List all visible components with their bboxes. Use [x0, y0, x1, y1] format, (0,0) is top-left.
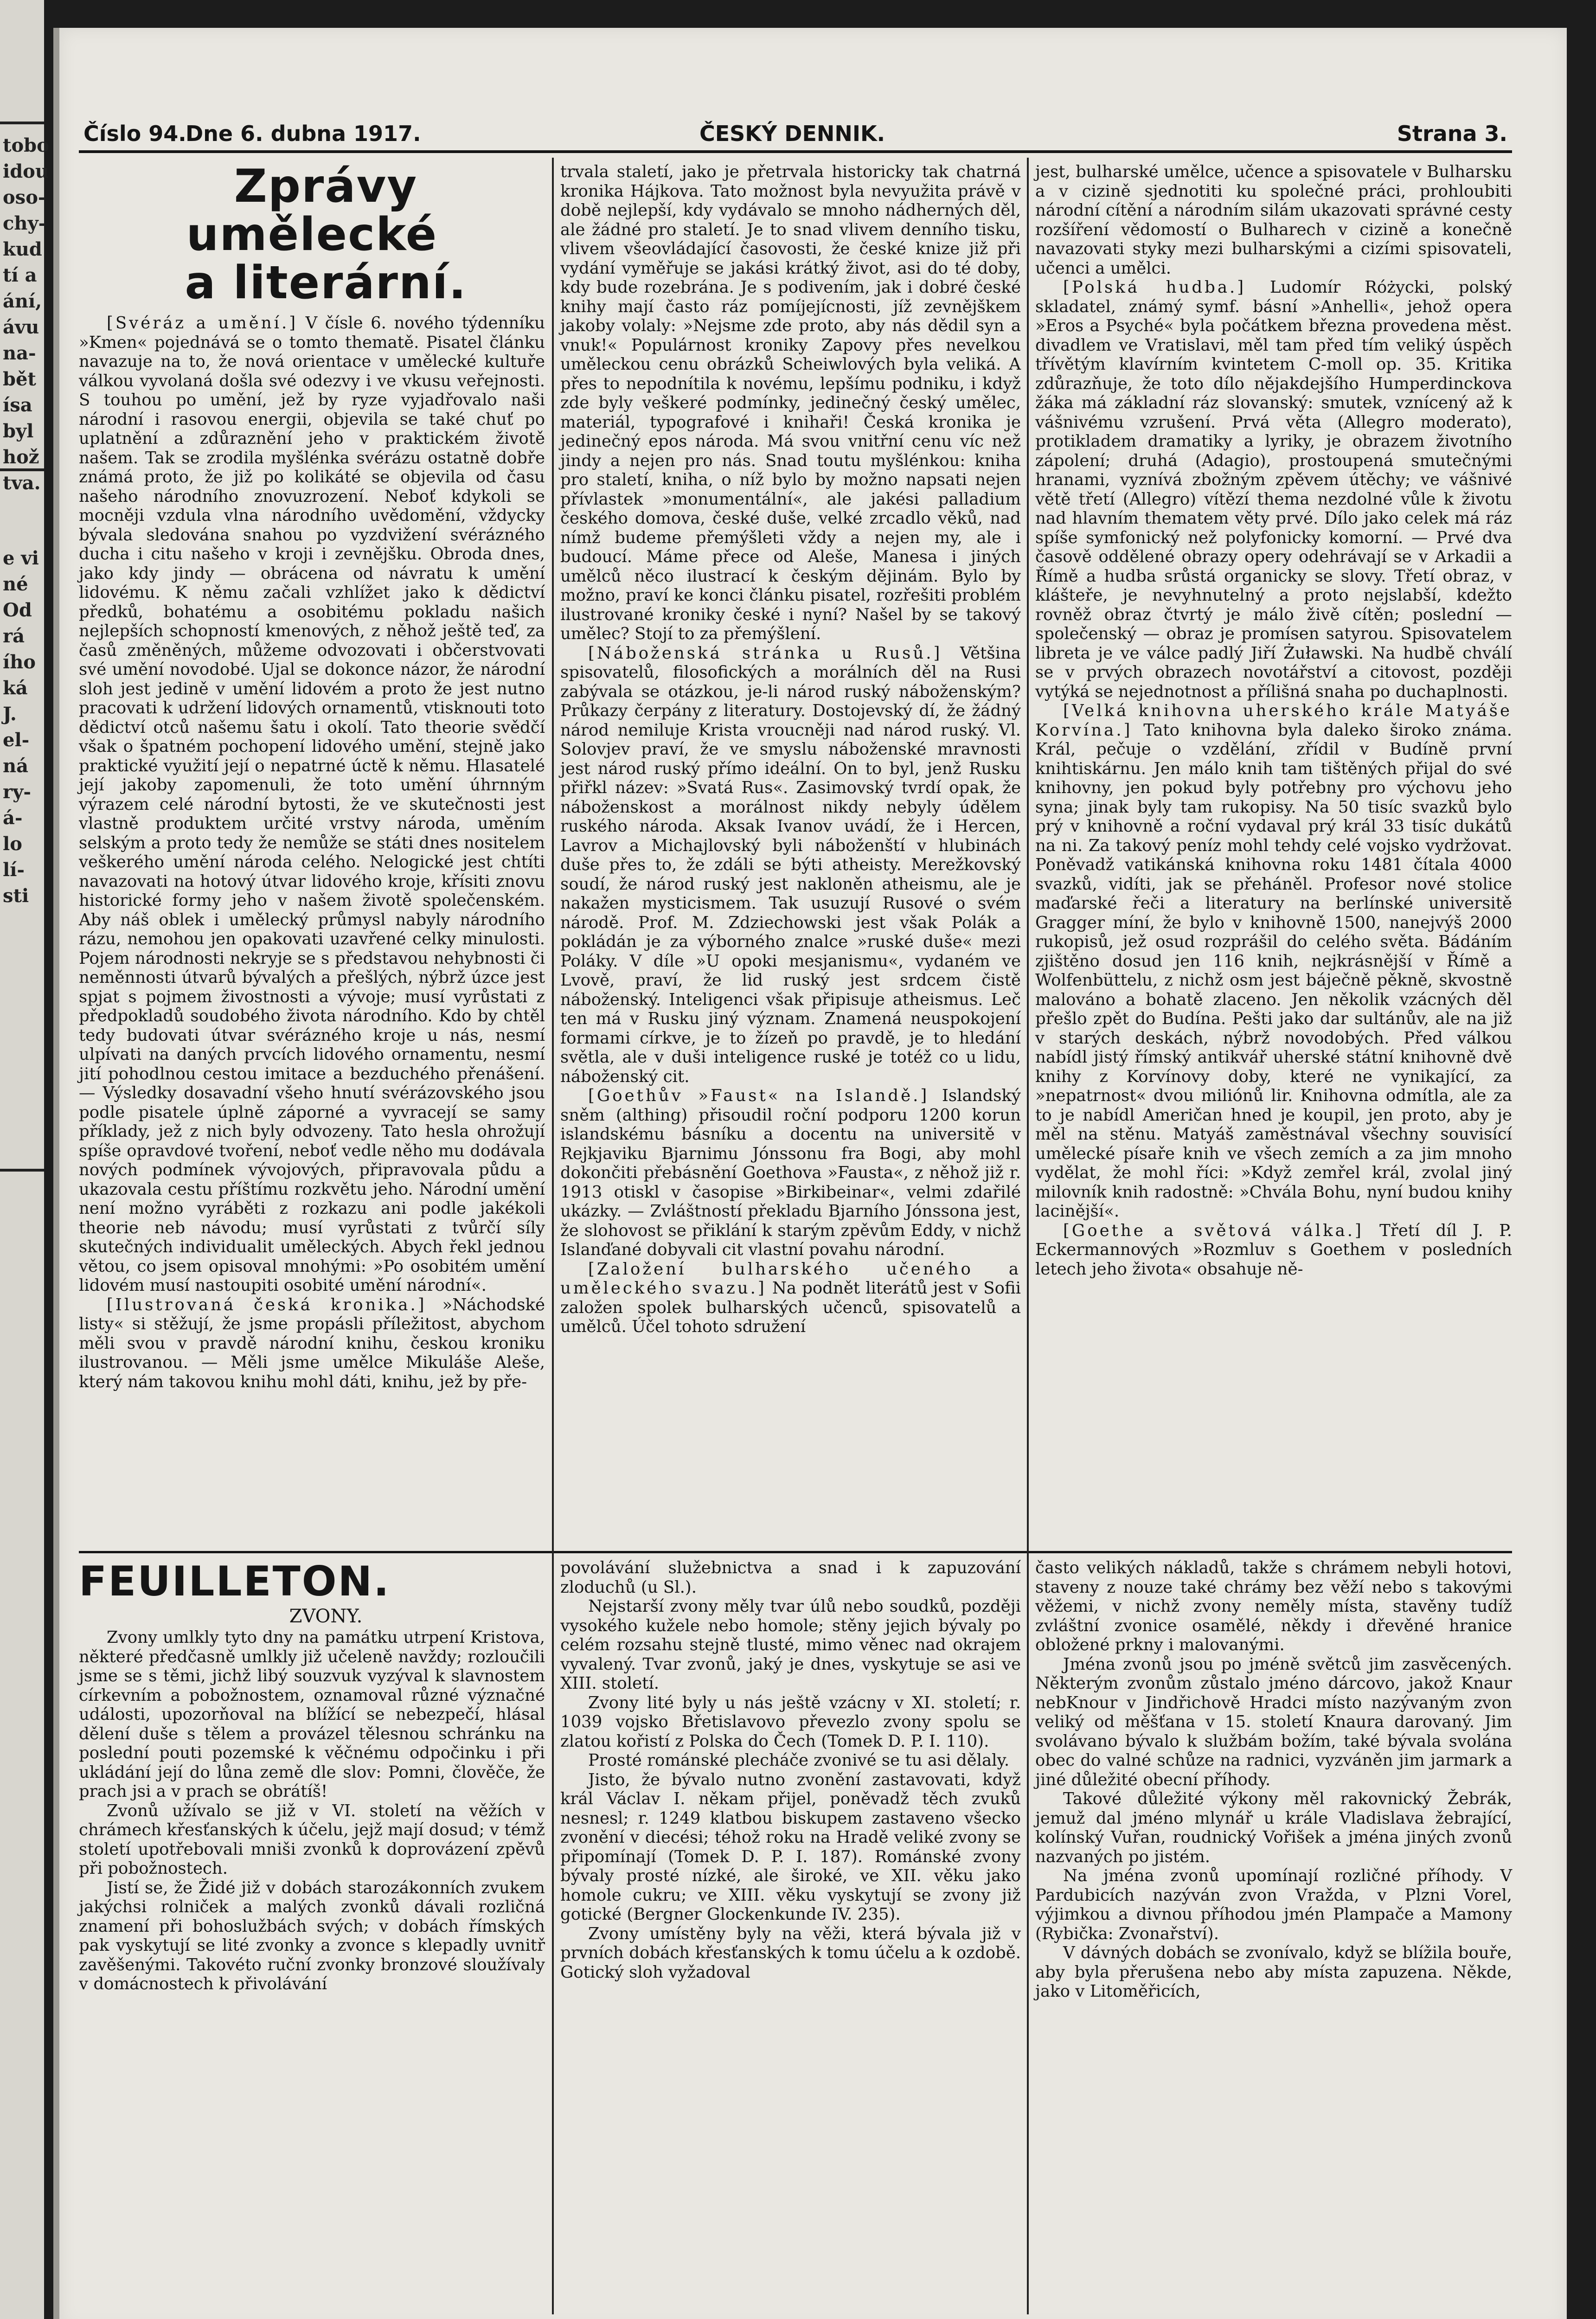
adjacent-page-fragment: ávu	[3, 316, 39, 338]
adjacent-page-rule	[0, 122, 44, 124]
adjacent-page-fragment: kud	[3, 238, 42, 260]
article-faust	[560, 1086, 1021, 1260]
paper-title: ČESKÝ DENNIK.	[699, 121, 885, 146]
header-rule	[79, 150, 1512, 153]
feuilleton-paragraph: Jisto, že bývalo nutno zvonění zastavovati, když král Václav I. někam přijel, poněvadž těch zvuků nesnesl; r. 1249 klatbou biskupem zastaveno všecko zvonění v diecési; téhož roku na Hradě veliké zvony se připomínají (Tomek D. P. I. 187). Románské zvony bývaly prosté nízké, ale široké, ve XII. věku jako homole cukru; ve XIII. věku vyskytují se zvony již gotické (Bergner Glockenkunde IV. 235).	[560, 1770, 1021, 1924]
article-bulhari-cont: jest, bulharské umělce, učence a spisovatele v Bulharsku a v cizině sjednotiti ku společné práci, prohloubiti národní cítění a národním silám ukazovati správné cesty rozšíření vědomostí o Bulharech v cizině a konečně navazovati styky mezi bulharskými a cizími spisovateli, učenci a umělci.	[1035, 162, 1512, 278]
adjacent-page-rule	[0, 468, 44, 471]
article-body: »Náchodské listy« si stěžují, že jsme propásli příležitost, abychom měli svou v pravdě národní knihu, českou kroniku ilustrovanou. — Měli jsme umělce Mikuláše Aleše, který nám takovou knihu mohl dáti, knihu, jež by pře-	[79, 1295, 545, 1391]
article-svéráz	[79, 314, 545, 1295]
article-goethe	[1035, 1221, 1512, 1279]
section-headline-1: Zprávy umělecké	[186, 160, 438, 261]
adjacent-page-fragment: hož	[3, 446, 39, 468]
feuilleton-paragraph: Nejstarší zvony měly tvar úlů nebo soudků, později vysokého kužele nebo homole; stěny jejich bývaly po celém rozsahu stejně tlusté, mimo věnec nad okrajem vyvalený. Tvar zvonů, jaký je dnes, vyskytuje se asi ve XIII. století.	[560, 1597, 1021, 1693]
feuilleton-column-2	[560, 1558, 1021, 2310]
article-rusove	[560, 644, 1021, 1087]
adjacent-page-fragment: bět	[3, 368, 36, 390]
adjacent-page-fragment: ry-	[3, 781, 31, 803]
article-korvin	[1035, 701, 1512, 1221]
section-headline-2: a literární.	[185, 256, 467, 309]
adjacent-page-fragment: chy-	[3, 212, 46, 234]
newspaper-page	[59, 28, 1567, 2319]
article-body: Třetí díl J. P. Eckermannových »Rozmluv s Goethem v posledních letech jeho života« obsahuje ně-	[1035, 1221, 1512, 1279]
article-body: Tato knihovna byla daleko široko známa. Král, pečuje o vzdělání, zřídil v Budíně první knihtiskárnu. Jen málo knih tam tištěných přijal do své knihovny, jen pokud byly potřebny pro výchovu jeho syna; jinak byly tam rukopisy. Na 50 tisíc svazků bylo prý v knihovně a roční vydaval prý král 33 tisíc dukátů na ni. Za takový peníz mohl tehdy celé vojsko vydržovat. Poněvadž vatikánská knihovna roku 1481 čítala 4000 svazků, vidíti, jak se přeháněl. Profesor nové stolice maďarské řeči a literatury na berlínské universitě Gragger míní, že bylo v knihovně 1500, nanejvýš 2000 rukopisů, jež osud rozprášil do celého světa. Bádáním zjištěno dosud jen 116 knih, nejkrásnější v Římě a Wolfenbüttelu, z nichž osm jest báječně pěkně, skvostně malováno a bohatě zlaceno. Jen několik vzácných děl přešlo zpět do Budína. Pešti jako dar sultánův, ale na již v starých deskách, nýbrž novodobých. Před válkou nabídl jistý římský antikvář uherské státní knihovně dvě knihy z Korvínovy doby, které ne vynikající, za »nepatrnost« dvou miliónů lir. Knihovna odmítla, ale za to je nabídl Američan hned je koupil, jen proto, aby je měl na stěnu. Matyáš zaměstnával všechny souvisící umělecké písaře knih ve všech zemích a za jim mnoho vydělat, že mohl říci: »Když zemřel král, zvolal jiný milovník knih radostně: »Chvála Bohu, nyní budou knihy lacinější«.	[1035, 720, 1512, 1221]
adjacent-page-fragment: lo	[3, 833, 22, 855]
adjacent-page-fragment: oso-	[3, 186, 46, 208]
adjacent-page-fragment: sti	[3, 885, 29, 907]
feuilleton-column-1	[79, 1558, 545, 2310]
adjacent-page-strip	[0, 0, 49, 2319]
article-heading: [Goethe a světová válka.]	[1063, 1221, 1364, 1240]
feuilleton-paragraph: Na jména zvonů upomínají rozličné příhody. V Pardubicích nazýván zvon Vražda, v Plzni Vorel, výjimkou a divnou příhodou jmén Plampače a Mamony (Rybička: Zvonařství).	[1035, 1866, 1512, 1943]
adjacent-page-fragment: lí-	[3, 859, 25, 881]
page-header	[79, 121, 1512, 147]
article-kronika-cont: trvala staletí, jako je přetrvala historicky tak chatrná kronika Hájkova. Tato možnost byla nevyužita právě v době nejlepší, kdy vydávalo se mnoho nádherných děl, ale žádné pro staletí. Je to snad vlivem denního tisku, vlivem všeovládající časovosti, že české knize již při vydání vyměřuje se jakási krátký život, asi do té doby, kdy bude rozebrána. Je s podivením, jak i dobré české knihy mají často ráz pomíjejícnosti, jíž zevnějškem jakoby volaly: »Nejsme zde proto, aby nás dědil syn a vnuk!« Populárnost kroniky Zapovy přes nevelkou uměleckou cenu obrázků Scheiwlových byla veliká. A přes to nepodnítila k novému, lepšímu podniku, i když zde byly veškeré podmínky, jedinečný český umělec, materiál, typografové i knihaři! Česká kronika je jedinečný epos národa. Má svou vnitřní cenu víc než jindy a nejen pro nás. Snad toutu myšlénkou: kniha pro staletí, kniha, o níž bylo by možno napsati nejen přívlastek »monumentální«, ale jakési palladium českého domova, české duše, velké zrcadlo věků, nad nímž budeme přemýšleti vždy a nejen my, ale i budoucí. Máme přece od Aleše, Manesa i jiných umělců něco ilustrací k českým dějinám. Bylo by možno, praví ke konci článku pisatel, rozřešiti problém ilustrované kroniky české i nyní? Našel by se takový umělec? Stojí to za přemýšlení.	[560, 162, 1021, 643]
feuilleton-paragraph: Prosté románské plecháče zvonivé se tu asi dělaly.	[588, 1751, 1010, 1770]
adjacent-page-fragment: ná	[3, 755, 28, 777]
page-number: Strana 3.	[1397, 121, 1507, 146]
column-2-news	[560, 162, 1021, 1547]
feuilleton-paragraph: V dávných dobách se zvonívalo, když se blížila bouře, aby byla přerušena nebo aby místa zapuzena. Někde, jako v Litoměřicích,	[1035, 1943, 1512, 2001]
adjacent-page-fragment: ísa	[3, 394, 32, 416]
article-heading: [Svéráz a umění.]	[107, 314, 298, 333]
adjacent-page-fragment: na-	[3, 342, 36, 364]
article-kronika	[79, 1295, 545, 1392]
article-body: Na podnět literátů jest v Sofii založen spolek bulharských učenců, spisovatelů a umělců. Účel tohoto sdružení	[560, 1279, 1021, 1336]
article-heading: [Goethův »Faust« na Islandě.]	[588, 1086, 929, 1105]
adjacent-page-fragment: tí a	[3, 264, 37, 286]
column-3-news	[1035, 162, 1512, 1547]
feuilleton-paragraph: Jistí se, že Židé již v dobách starozákonních zvukem jakýchsi rolniček a malých zvonků dávali rozličná znamení při bohoslužbách svých; v dobách římských pak vyskytují se lité zvonky a zvonce s klepadly uvnitř zavěšenými. Takovéto ruční zvonky bronzové sloužívaly v domácnostech k přivolávání	[79, 1878, 545, 1993]
feuilleton-paragraph: Zvony lité byly u nás ještě vzácny v XI. století; r. 1039 vojsko Břetislavovo převezlo zvony spolu se zlatou kořistí z Polska do Čech (Tomek D. P. I. 110).	[560, 1693, 1021, 1751]
adjacent-page-fragment: tobo	[3, 135, 49, 156]
adjacent-page-fragment: byl	[3, 420, 34, 442]
column-1-news	[79, 162, 545, 1547]
adjacent-page-fragment: á-	[3, 807, 23, 829]
article-heading: [Založení bulharského učeného a uměleckého svazu.]	[560, 1259, 1021, 1298]
article-bulhari	[560, 1260, 1021, 1337]
feuilleton-title: ZVONY.	[289, 1606, 363, 1627]
adjacent-page-fragment: e vi	[3, 547, 39, 569]
adjacent-page-fragment: Od	[3, 599, 32, 621]
adjacent-page-fragment: ká	[3, 677, 28, 699]
adjacent-page-fragment: né	[3, 573, 28, 595]
article-heading: [Velká knihovna uherského krále Matyáše Korvína.]	[1035, 701, 1512, 740]
adjacent-page-fragment: rá	[3, 625, 25, 647]
feuilleton-column-3	[1035, 1558, 1512, 2310]
adjacent-page-fragment: ání,	[3, 290, 42, 312]
feuilleton-paragraph: povolávání služebnictva a snad i k zapuzování zloduchů (u Sl.).	[560, 1558, 1021, 1597]
feuilleton-rule	[79, 1551, 1512, 1553]
article-heading: [Ilustrovaná česká kronika.]	[107, 1295, 427, 1314]
adjacent-page-fragment: ího	[3, 651, 36, 673]
page-fold-shadow	[53, 28, 59, 2319]
adjacent-page-fragment: idou	[3, 160, 49, 182]
column-rule-2	[1027, 158, 1029, 2314]
adjacent-page-rule	[0, 1169, 44, 1172]
feuilleton-paragraph: často velikých nákladů, takže s chrámem nebyli hotovi, staveny z nouze také chrámy bez věží nebo s takovými věžemi, v nichž zvony neměly místa, stavěny tudíž zvláštní zvonice osamělé, někdy i dřevěné hranice obložené prkny i malovanými.	[1035, 1558, 1512, 1654]
feuilleton-paragraph: Zvony umlkly tyto dny na památku utrpení Kristova, některé předčasně umlkly již učeleně navždy; rozloučili jsme se s těmi, jichž libý souzvuk vyzýval k slavnostem církevním a pobožnostem, oznamoval různé význačné události, upozorňoval na blížící se nebezpečí, hlásal dělení duše s tělem a provázel tělesnou schránku na poslední pouti pozemské k věčnému odpočinku i při ukládání její do lůna země dle slov: Pomni, člověče, že prach jsi a v prach se obrátíš!	[79, 1628, 545, 1801]
feuilleton-heading: FEUILLETON.	[79, 1557, 391, 1605]
article-body: Většina spisovatelů, filosofických a morálních děl na Rusi zabývala se otázkou, je-li národ ruský náboženským? Průkazy čerpány z literatury. Dostojevský dí, že žádný národ nemiluje Krista vroucněji nad národ ruský. Vl. Solovjev praví, že ve smyslu náboženské mravnosti jest národ ruský přímo ideální. On to byl, jenž Rusku přiřkl název: »Svatá Rus«. Zasimovský tvrdí opak, že náboženskost a morálnost nikdy nebyly údělem ruského národa. Aksak Ivanov uvádí, že i Hercen, Lavrov a Michajlovský byli náboženští v hlubinách duše přes to, že zdáli se býti atheisty. Merežkovský soudí, že národ ruský jest nakloněn atheismu, ale je nakažen mysticismem. Tak usuzují Rusové o svém národě. Prof. M. Zdziechowski jest však Polák a pokládán je za výborného znalce »ruské duše« mezi Poláky. V díle »U opoki mesjanismu«, vydaném ve Lvově, praví, že lid ruský jest srdcem čistě náboženský. Inteligenci však připisuje atheismus. Leč ten má v Rusku jiný význam. Znamená neuspokojení formami církve, je to žízeň po pravdě, je to hledání světla, ale v duši inteligence ruské je totéž co u lidu, náboženský cit.	[560, 643, 1021, 1086]
issue-date: Dne 6. dubna 1917.	[186, 121, 421, 146]
column-rule-1	[552, 158, 554, 2314]
article-body: Islandský sněm (althing) přisoudil roční podporu 1200 korun islandskému básníku a docentu na universitě v Rejkjaviku Bjarnimu Jónssonu fra Bogi, aby mohl dokončiti přebásnění Goethova »Fausta«, z něhož již r. 1913 otiskl v časopise »Birkibeinar«, velmi zdařilé ukázky. — Zvláštností překladu Bjarního Jónssona jest, že slohovost se přiklání k starým zpěvům Eddy, v nichž Islanďané dobyvali cit vlastní povahu národní.	[560, 1086, 1021, 1259]
article-heading: [Náboženská stránka u Rusů.]	[588, 643, 942, 663]
article-body: Ludomír Różycki, polský skladatel, známý symf. básní »Anhelli«, jehož opera »Eros a Psyché« byla počátkem března provedena měst. divadlem ve Vratislavi, měl tam před tím veliký úspěch třívětým klavírním kvintetem C-moll op. 35. Kritika zdůrazňuje, že toto dílo nějakdejšího Humperdinckova žáka má základní ráz slovanský: smutek, vznícený až k vášnivému vzrušení. Prvá věta (Allegro moderato), protikladem dramatiky a lyriky, je obrazem životního zápolení; druhá (Adagio), prostoupená smutečnými hranami, vyznívá zbožným zpěvem útěchy; ve vášnivé větě třetí (Allegro) vítězí thema nezdolné vůle k životu nad hlavním thematem věty prvé. Dílo jako celek má ráz spíše symfonický než polyfonicky komorní. — Prvé dva časově oddělené obrazy opery odehrávají se v Arkadii a Římě a hudba srůstá organicky se slovy. Třetí obraz, v klášteře, je nevyhnutelný a proto nejslabší, kdežto rovněž obraz čtvrtý je málo živě cítěn; poslední — společenský — obraz je promísen satyrou. Spisovatelem libreta je ve válce padlý Jiří Żuławski. Na hudbě chválí se v prvých obrazech novotářství a citovost, později vytýká se nejednotnost a přílišná snaha po duchaplnosti.	[1035, 278, 1512, 701]
article-heading: [Polská hudba.]	[1063, 278, 1246, 297]
adjacent-page-fragment: J.	[3, 703, 17, 725]
feuilleton-paragraph: Zvonů užívalo se již v VI. století na věžích v chrámech křesťanských k účelu, jejž mají dosud; v témž století upotřebovali mniši zvonků k doprovázení zpěvů při pobožnostech.	[79, 1801, 545, 1878]
adjacent-page-fragment: el-	[3, 729, 30, 751]
article-body: V čísle 6. nového týdenníku »Kmen« pojednává se o tomto thematě. Pisatel článku navazuje na to, že nová orientace v umělecké kultuře válkou vyvolaná došla své odezvy i ve vkusu veřejnosti. S touhou po umění, jež by ryze vyjadřovalo naši národní i rasovou energii, objevila se také chuť po uplatnění a zdůraznění jeho v praktickém životě našem. Tak se zrodila myšlénka svérázu ostatně dobře známá proto, že již po kolikáté se objevila od času našeho národního znovuzrození. Neboť kdykoli se mocněji vzdula vlna národního uvědomění, vždycky bývala sledována snahou po vyzdvižení svérázného ducha i citu našeho v kroji i zevnějšku. Obroda dnes, jako kdy jindy — obrácena od návratu k umění lidovému. K němu začali vzhlížet jako k dědictví předků, bohatému a osobitému pokladu našich nejlepších schopností kmenových, z něhož ještě teď, za časů změněných, můžeme odvozovati i občerstvovati své umění novodobé. Ujal se dokonce názor, že národní sloh jest jedině v umění lidovém a proto že jest nutno pracovati k udržení lidových ornamentů, vtisknouti toto dědictví otců našemu šatu i okolí. Tato theorie svědčí však o špatném pochopení lidového umění, stejně jako praktické využití její o nepatrné úctě k němu. Hlasatelé její jakoby zapomenuli, že toto umění úhrnným výrazem celé národní bytosti, že ve skutečnosti jest vlastně produktem určité vrstvy národa, uměním selským a proto tedy že nemůže se státi dnes nositelem veškerého umění národa celého. Nelogické jest chtíti navazovati na hotový útvar lidového kroje, křísiti znovu historické formy jeho v našem životě společenském. Aby náš oblek i umělecký průmysl nabyly národního rázu, nemohou jen opakovati uzavřené celky minulosti. Pojem národnosti nekryje se s představou nehybnosti či neměnnosti útvarů bývalých a přešlých, nýbrž úzce jest spjat s pojmem živostnosti a vývoje; musí vyrůstati z předpokladů soudobého života národního. Kdo by chtěl tedy budovati útvar svérázného kroje u nás, nesmí ulpívati na daných prvcích lidového ornamentu, nesmí jití pohodlnou cestou imitace a bezduchého přenášení. — Výsledky dosavadní všeho hnutí svérázovského jsou podle pisatele úplně záporné a vyvracejí se samy příklady, jež z nich byly odvozeny. Tato hesla ohrožují spíše opravdové tvoření, neboť vedle něho mu dodávala nových podmínek vývojových, připravovala půdu a ukazovala cestu příštímu rozkvětu jeho. Národní umění není možno vyráběti z rozkazu ani podle jakékoli theorie neb návodu; musí vyrůstati z tvůrčí síly skutečných individualit uměleckých. Abych řekl jednou větou, co jsem opisoval mnohými: »Po osobitém umění lidovém musí nastoupiti osobité umění národní«.	[79, 314, 545, 1295]
feuilleton-paragraph: Jména zvonů jsou po jméně světců jim zasvěcených. Některým zvonům zůstalo jméno dárcovo, jakož Knaur nebKnour v Jindřichově Hradci místo nazývaným zvon veliký od měšťana v 15. století Knaura darovaný. Jim svolávano bývalo k službám božím, také bývala svolána obec do valné schůze na radnici, vyzváněn jim jarmark a jiné důležité obecní příhody.	[1035, 1654, 1512, 1789]
issue-number: Číslo 94.	[83, 121, 186, 146]
feuilleton-paragraph: Zvony umístěny byly na věži, která bývala již v prvních dobách křesťanských k tomu účelu a k ozdobě. Gotický sloh vyžadoval	[560, 1924, 1021, 1982]
adjacent-page-fragment: tva.	[3, 472, 41, 494]
feuilleton-paragraph: Takové důležité výkony měl rakovnický Žebrák, jemuž dal jméno mlynář u krále Vladislava žebrající, kolínský Vuřan, roudnický Vořišek a jména jiných zvonů nazvaných po jistém.	[1035, 1789, 1512, 1866]
article-polska-hudba	[1035, 278, 1512, 701]
